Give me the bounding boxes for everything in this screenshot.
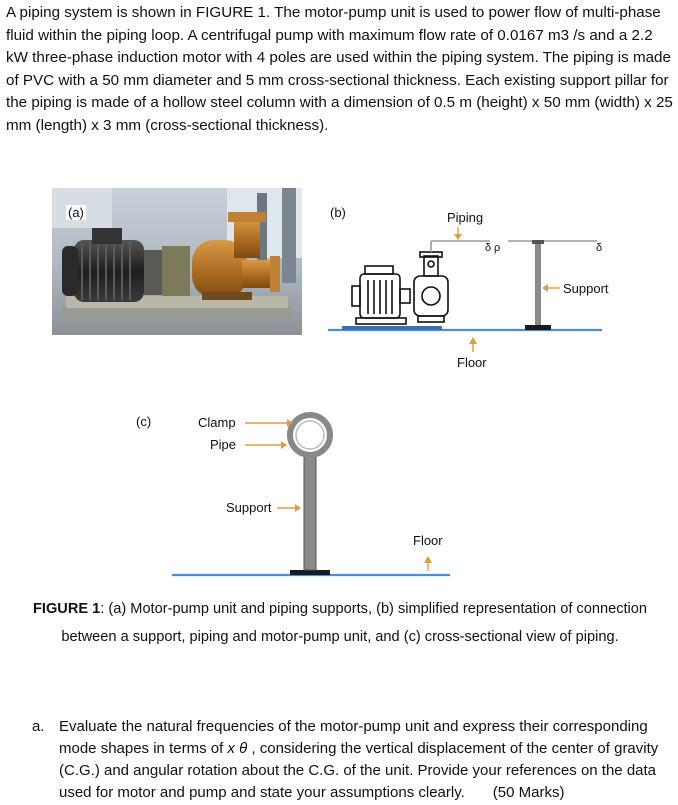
- support-label-c: Support: [226, 500, 272, 515]
- problem-statement: A piping system is shown in FIGURE 1. The motor-pump unit is used to power flow of multi-phase fluid within the piping loop. A centrifugal pump with maximum flow rate of 0.0167 m3 /s and a 2.2 kW three-phase induction motor with 4 poles are used within the piping system. The piping is made of PVC with a 50 mm diameter and 5 mm cross-sectional thickness. Each existing support pillar for the piping is made of a hollow steel column with a dimension of 0.5 m (height) x 50 mm (width) x 25 mm (length) x 3 mm (cross-sectional thickness).: [6, 4, 673, 134]
- pipe-arrow: [245, 441, 287, 449]
- cross-section-drawing: [130, 405, 460, 580]
- pipe-label: Pipe: [210, 437, 237, 452]
- piping-line: [431, 241, 597, 252]
- pump-outline: [414, 252, 448, 322]
- support-arrow: [542, 284, 560, 292]
- simplified-representation: [322, 196, 632, 376]
- cross-section-view: [130, 405, 460, 580]
- simplified-representation-drawing: [322, 196, 632, 376]
- question-text-1: Evaluate the natural frequencies of the motor-pump unit and express their corresponding mode shapes in terms of: [59, 718, 648, 757]
- caption-text: : (a) Motor-pump unit and piping supports, (b) simplified representation of connection between a support, piping and motor-pump unit, and (c) cross-sectional view of piping.: [61, 601, 648, 645]
- support-label: Support: [563, 281, 609, 296]
- floor-label-b: Floor: [457, 355, 487, 370]
- clamp-label: Clamp: [198, 415, 236, 430]
- support-column: [304, 450, 316, 570]
- panel-b-label: (b): [330, 205, 346, 220]
- motor-pump-photo-drawing: [52, 188, 302, 335]
- question-marks: (50 Marks): [492, 784, 565, 801]
- motor-outline: [352, 266, 410, 324]
- motor-pump-photo: [52, 188, 302, 335]
- question-text-2: , considering the vertical displacement of the center of gravity (C.G.) and angular rotation about the C.G. of the unit. Provide your references on the data used for motor and pump and state your assumptions clearly.: [59, 740, 659, 801]
- floor-arrow-c: [424, 556, 432, 571]
- svg-text:δ: δ: [596, 242, 603, 254]
- clamp-arrow: [245, 419, 293, 427]
- floor-label-c: Floor: [413, 533, 443, 548]
- piping-arrow: [454, 227, 462, 240]
- piping-label: Piping: [447, 210, 484, 225]
- support-arrow-c: [277, 504, 301, 512]
- figure-caption: [30, 595, 650, 651]
- question-text: [59, 716, 678, 804]
- panel-c-label: (c): [136, 414, 152, 429]
- svg-text:ρ: ρ: [494, 242, 501, 254]
- support-pillar: [535, 241, 541, 326]
- question-symbols: x θ: [227, 740, 248, 757]
- svg-text:δ: δ: [485, 242, 492, 254]
- floor-arrow-b: [469, 337, 477, 352]
- panel-a-label: (a): [68, 205, 84, 220]
- caption-label: FIGURE 1: [32, 601, 101, 617]
- question-marker: a.: [32, 718, 45, 735]
